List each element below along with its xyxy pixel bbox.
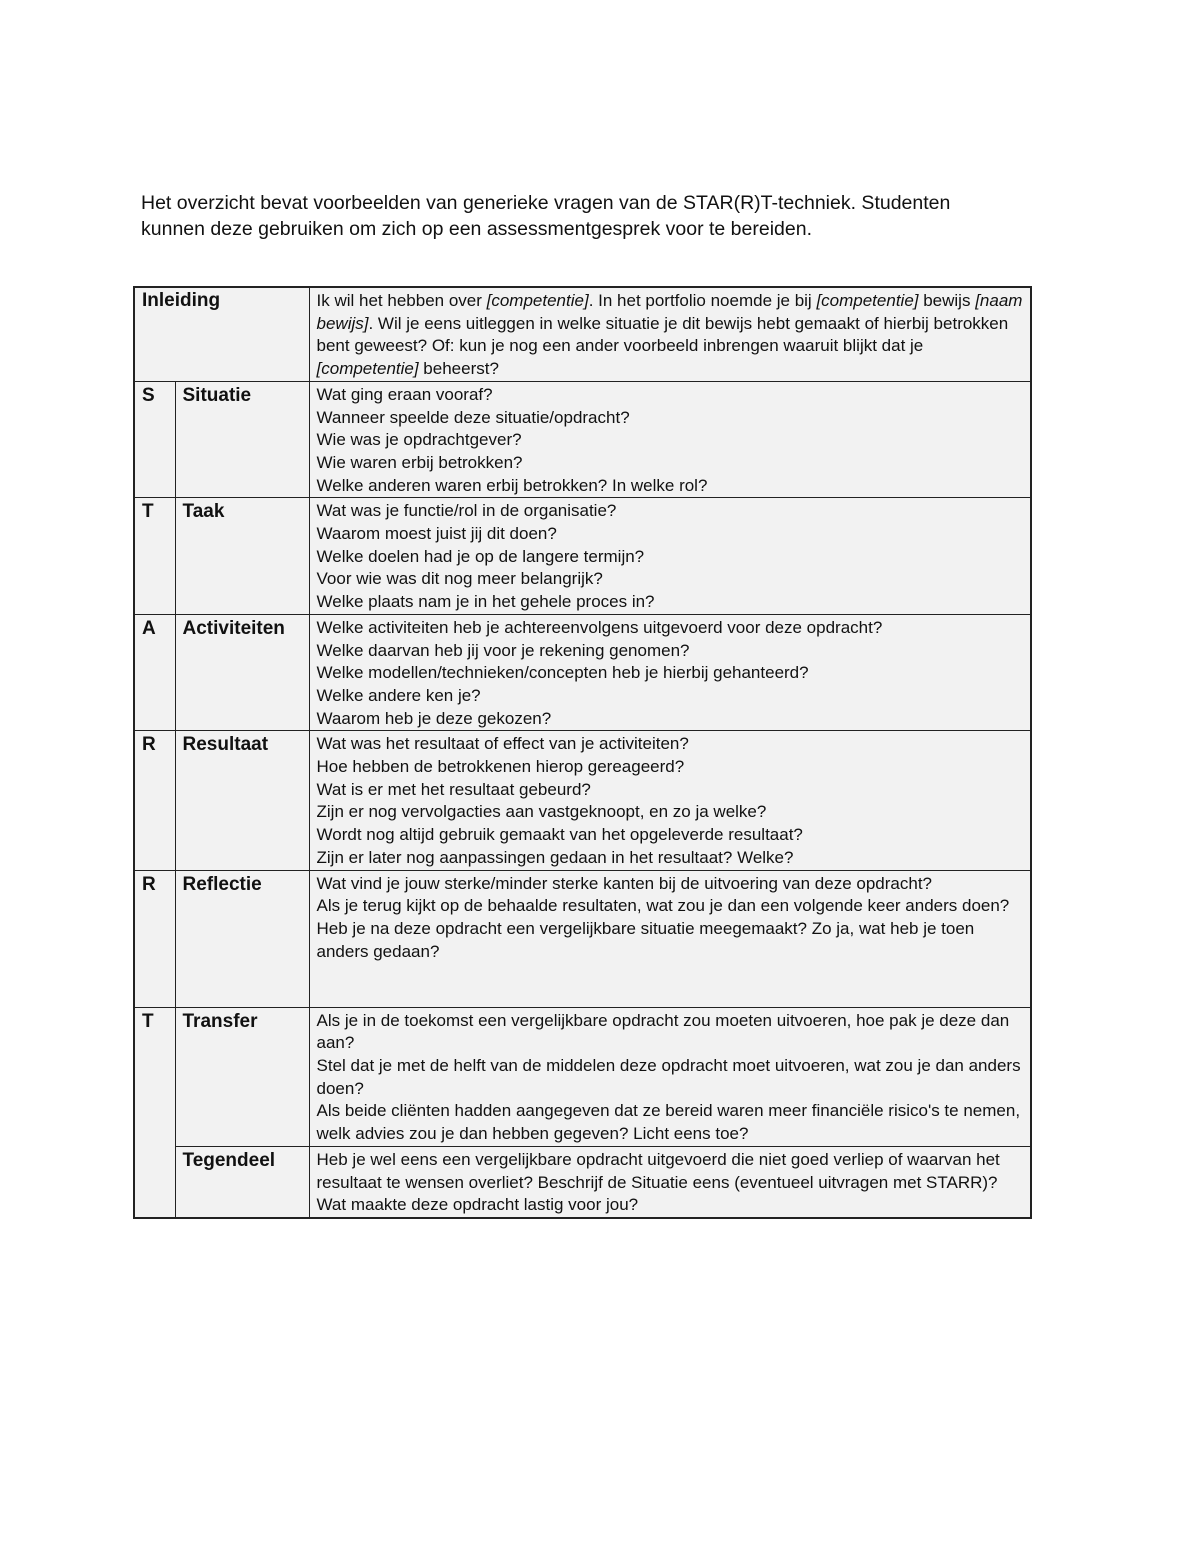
question: Wat ging eraan vooraf? (316, 384, 493, 404)
questions-inleiding (309, 287, 1031, 381)
label-taak: Taak (175, 498, 309, 615)
questions-activiteiten (309, 614, 1031, 731)
question: Als beide cliënten hadden aangegeven dat ze bereid waren meer financiële risico's te nemen, welk advies zou je dan hebben gegeven? Licht eens toe? (316, 1101, 1021, 1144)
question: Welke daarvan heb jij voor je rekening genomen? (316, 640, 690, 660)
question: Welke doelen had je op de langere termijn? (316, 546, 645, 566)
questions-resultaat (309, 731, 1031, 870)
question: Zijn er nog vervolgacties aan vastgeknoopt, en zo ja welke? (316, 802, 767, 822)
questions-situatie (309, 381, 1031, 498)
question: Waarom moest juist jij dit doen? (316, 524, 557, 544)
row-taak (134, 498, 1031, 615)
question: Wat vind je jouw sterke/minder sterke kanten bij de uitvoering van deze opdracht? (316, 873, 932, 893)
intro-text (141, 190, 1061, 242)
questions-taak (309, 498, 1031, 615)
label-transfer: Transfer (175, 1007, 309, 1146)
label-resultaat: Resultaat (175, 731, 309, 870)
starrt-table (133, 286, 1032, 1219)
question: Welke plaats nam je in het gehele proces in? (316, 592, 655, 612)
letter-t: T (134, 498, 175, 615)
row-transfer (134, 1007, 1031, 1146)
questions-reflectie (309, 870, 1031, 1007)
question: Welke andere ken je? (316, 685, 481, 705)
question: Hoe hebben de betrokkenen hierop gereageerd? (316, 757, 685, 777)
inleiding-text-1: Ik wil het hebben over (316, 291, 487, 310)
inleiding-text-3: bewijs (918, 291, 976, 310)
questions-transfer (309, 1007, 1031, 1146)
question: Wat was je functie/rol in de organisatie? (316, 501, 617, 521)
inleiding-text-2: . In het portfolio noemde je bij (588, 291, 817, 310)
letter-r: R (134, 870, 175, 1007)
row-inleiding (134, 287, 1031, 381)
label-situatie: Situatie (175, 381, 309, 498)
row-activiteiten (134, 614, 1031, 731)
question: Stel dat je met de helft van de middelen deze opdracht moet uitvoeren, wat zou je dan anders doen? (316, 1055, 1021, 1098)
question: Wordt nog altijd gebruik gemaakt van het opgeleverde resultaat? (316, 825, 803, 845)
label-reflectie: Reflectie (175, 870, 309, 1007)
questions-tegendeel (309, 1146, 1031, 1218)
question: Wie waren erbij betrokken? (316, 452, 523, 472)
question: Welke modellen/technieken/concepten heb je hierbij gehanteerd? (316, 663, 809, 683)
question: Heb je na deze opdracht een vergelijkbare situatie meegemaakt? Zo ja, wat heb je toen anders gedaan? (316, 918, 975, 961)
label-tegendeel: Tegendeel (175, 1146, 309, 1218)
question: Wat is er met het resultaat gebeurd? (316, 779, 591, 799)
intro-line-2: kunnen deze gebruiken om zich op een assessmentgesprek voor te bereiden. (141, 218, 812, 240)
question: Welke anderen waren erbij betrokken? In welke rol? (316, 475, 708, 495)
question: Zijn er later nog aanpassingen gedaan in het resultaat? Welke? (316, 847, 794, 867)
question: Als je terug kijkt op de behaalde resultaten, wat zou je dan een volgende keer anders doen? (316, 896, 1010, 916)
letter-r: R (134, 731, 175, 870)
inleiding-text-4: . Wil je eens uitleggen in welke situatie je dit bewijs hebt gemaakt of hierbij betrokken bent geweest? Of: kun je nog een ander voorbeeld inbrengen waaruit blijkt dat je (316, 313, 1009, 356)
row-tegendeel (134, 1146, 1031, 1218)
competentie-placeholder-1: [competentie] (486, 291, 589, 310)
naam-bewijs-placeholder: [naam bewijs] (316, 291, 1023, 333)
competentie-placeholder-3: [competentie] (316, 359, 419, 379)
row-situatie (134, 381, 1031, 498)
competentie-placeholder-2: [competentie] (816, 291, 919, 310)
question: Wie was je opdrachtgever? (316, 430, 522, 450)
label-inleiding: Inleiding (134, 287, 309, 381)
question: Wat was het resultaat of effect van je activiteiten? (316, 734, 689, 754)
question: Voor wie was dit nog meer belangrijk? (316, 569, 603, 589)
question: Wanneer speelde deze situatie/opdracht? (316, 407, 630, 427)
row-resultaat (134, 731, 1031, 870)
question: Heb je wel eens een vergelijkbare opdracht uitgevoerd die niet goed verliep of waarvan het resultaat te wensen overliet? Beschrijf de Situatie eens (eventueel uitvragen met STARR)? Wat maakte deze opdracht lastig voor jou? (316, 1149, 1000, 1215)
inleiding-text-5: beheerst? (418, 359, 499, 379)
letter-a: A (134, 614, 175, 731)
letter-s: S (134, 381, 175, 498)
label-activiteiten: Activiteiten (175, 614, 309, 731)
question: Welke activiteiten heb je achtereenvolgens uitgevoerd voor deze opdracht? (316, 617, 883, 637)
letter-t: T (134, 1007, 175, 1218)
row-reflectie (134, 870, 1031, 1007)
question: Als je in de toekomst een vergelijkbare opdracht zou moeten uitvoeren, hoe pak je deze dan aan? (316, 1010, 1010, 1053)
intro-line-1: Het overzicht bevat voorbeelden van generieke vragen van de STAR(R)T-techniek. Studenten (141, 192, 951, 214)
question: Waarom heb je deze gekozen? (316, 708, 552, 728)
